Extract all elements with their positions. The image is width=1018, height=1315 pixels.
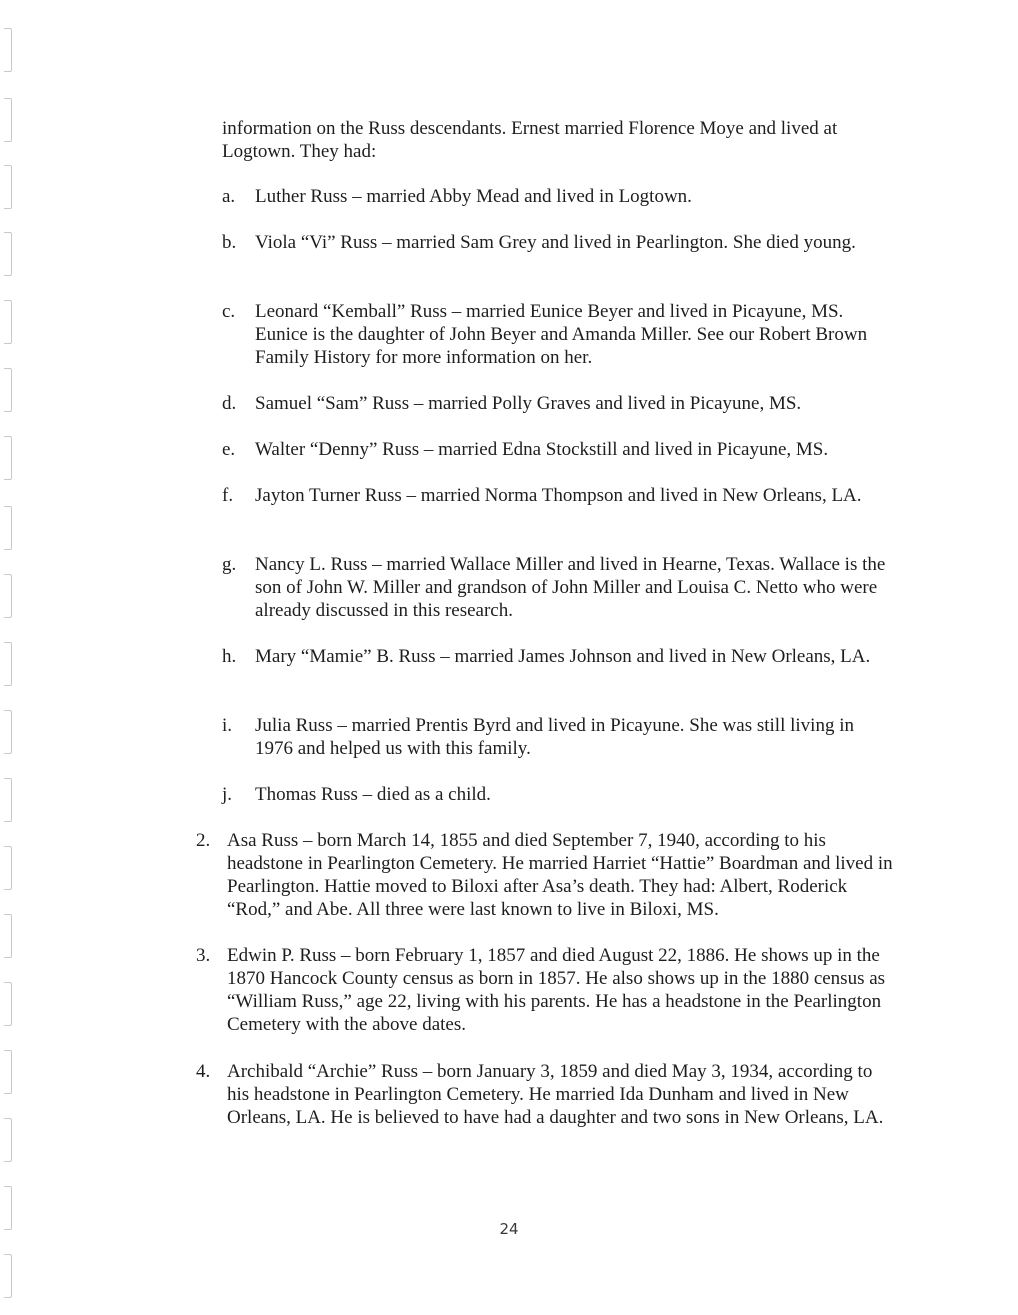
- binder-hole-mark: [4, 368, 12, 412]
- list-item-text: Mary “Mamie” B. Russ – married James Johnson and lived in New Orleans, LA.: [255, 646, 871, 667]
- list-item-text: Leonard “Kemball” Russ – married Eunice Beyer and lived in Picayune, MS. Eunice is the daughter of John Beyer and Amanda Miller. See our Robert Brown Family History for more information on her.: [255, 301, 868, 368]
- list-marker: i.: [222, 715, 233, 736]
- binder-hole-mark: [4, 232, 12, 276]
- numbered-item-text: Archibald “Archie” Russ – born January 3, 1859 and died May 3, 1934, according to his headstone in Pearlington Cemetery. He married Ida Dunham and lived in New Orleans, LA. He is believed to have had a daughter and two sons in New Orleans, LA.: [227, 1061, 884, 1128]
- binder-hole-mark: [4, 574, 12, 618]
- binder-hole-mark: [4, 1254, 12, 1298]
- binder-hole-mark: [4, 28, 12, 72]
- binder-hole-mark: [4, 300, 12, 344]
- list-marker: e.: [222, 439, 236, 460]
- list-marker: h.: [222, 646, 237, 667]
- list-item-text: Nancy L. Russ – married Wallace Miller and lived in Hearne, Texas. Wallace is the son of John W. Miller and grandson of John Miller and Louisa C. Netto who were already discussed in this research.: [255, 554, 886, 621]
- list-item-text: Jayton Turner Russ – married Norma Thompson and lived in New Orleans, LA.: [255, 485, 862, 506]
- numbered-item-text: Asa Russ – born March 14, 1855 and died September 7, 1940, according to his headstone in Pearlington Cemetery. He married Harriet “Hattie” Boardman and lived in Pearlington. Hattie moved to Biloxi after Asa’s death. They had: Albert, Roderick “Rod,” and Abe. All three were last known to live in Biloxi, MS.: [227, 830, 893, 920]
- list-marker: b.: [222, 232, 237, 253]
- binder-hole-mark: [4, 642, 12, 686]
- binder-hole-mark: [4, 98, 12, 142]
- list-marker: j.: [222, 784, 233, 805]
- binder-hole-mark: [4, 1118, 12, 1162]
- list-marker: f.: [222, 485, 234, 506]
- list-item-text: Samuel “Sam” Russ – married Polly Graves and lived in Picayune, MS.: [255, 393, 802, 414]
- binder-hole-mark: [4, 506, 12, 550]
- list-marker: c.: [222, 301, 236, 322]
- list-item-text: Viola “Vi” Russ – married Sam Grey and lived in Pearlington. She died young.: [255, 232, 856, 253]
- list-item-text: Thomas Russ – died as a child.: [255, 784, 491, 805]
- list-marker: d.: [222, 393, 237, 414]
- page-number: 24: [499, 1220, 519, 1238]
- list-marker: a.: [222, 186, 236, 207]
- binder-hole-mark: [4, 982, 12, 1026]
- binder-hole-marks: [0, 0, 20, 1315]
- binder-hole-mark: [4, 165, 12, 209]
- binder-hole-mark: [4, 710, 12, 754]
- list-item-text: Julia Russ – married Prentis Byrd and lived in Picayune. She was still living in 1976 and helped us with this family.: [255, 715, 854, 759]
- binder-hole-mark: [4, 914, 12, 958]
- binder-hole-mark: [4, 778, 12, 822]
- binder-hole-mark: [4, 436, 12, 480]
- binder-hole-mark: [4, 1050, 12, 1094]
- list-number: 3.: [196, 945, 211, 966]
- list-item-text: Walter “Denny” Russ – married Edna Stockstill and lived in Picayune, MS.: [255, 439, 829, 460]
- list-number: 4.: [196, 1061, 211, 1082]
- binder-hole-mark: [4, 846, 12, 890]
- numbered-item-text: Edwin P. Russ – born February 1, 1857 and died August 22, 1886. He shows up in the 1870 Hancock County census as born in 1857. He also shows up in the 1880 census as “William Russ,” age 22, living with his parents. He has a headstone in the Pearlington Cemetery with the above dates.: [227, 945, 886, 1035]
- intro-paragraph: information on the Russ descendants. Ernest married Florence Moye and lived at Logtown. They had:: [222, 118, 838, 162]
- list-number: 2.: [196, 830, 211, 851]
- list-item-text: Luther Russ – married Abby Mead and lived in Logtown.: [255, 186, 692, 207]
- list-marker: g.: [222, 554, 237, 575]
